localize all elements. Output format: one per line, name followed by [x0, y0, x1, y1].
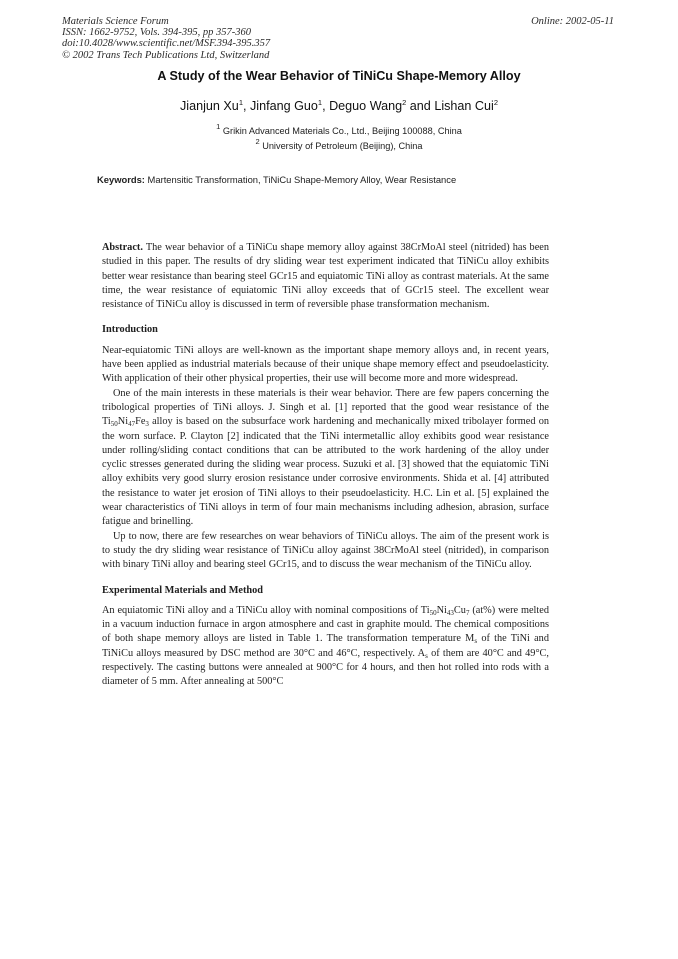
copyright-line: © 2002 Trans Tech Publications Ltd, Switzerland: [62, 49, 270, 61]
abstract: [102, 241, 549, 312]
intro-paragraph-1: Near-equiatomic TiNi alloys are well-known as the important shape memory alloys and, in recent years, have been applied as industrial materials because of their unique shape memory effect and pseudoelasticity. With application of their other physical properties, their use will become more and more widespread.: [102, 344, 549, 385]
author-name: Lishan Cui: [434, 99, 494, 113]
keywords-label: Keywords:: [97, 174, 145, 185]
keywords: [97, 174, 537, 185]
affiliation-1: $^1$ Grikin Advanced Materials Co., Ltd., Beijing 100088, China: [216, 122, 462, 136]
issn-line: ISSN: 1662-9752, Vols. 394-395, pp 357-360: [62, 27, 251, 39]
section-heading-introduction: Introduction: [102, 324, 158, 336]
intro-paragraph-2: One of the main interests in these materials is their wear behavior. There are few papers concerning the tribological properties of TiNi alloys. J. Singh et al. [1] reported that the good wear resistance of the $Ti_{50}Ni_{47}Fe_3$ alloy is based on the subsurface work hardening and mechanically mixed tribolayer formed on the worn surface. P. Clayton [2] indicated that the TiNi intermetallic alloy exhibits good wear resistance under rolling/sliding contact conditions that can be attributed to the work hardening of the alloy under cyclic stresses generated during the sliding wear process. Suzuki et al. [3] showed that the equiatomic TiNi alloy exhibits very good slurry erosion resistance under corrosive environments. Shida et al. [4] attributed the resistance to water jet erosion of TiNi alloys to their pseudoelasticity. H.C. Lin et al. [5] explained the wear characteristics of TiNi alloys in term of four main mechanisms including adhesion, abrasion, surface fatigue and brinelling.: [102, 387, 549, 528]
abstract-text: The wear behavior of a TiNiCu shape memory alloy against 38CrMoAl steel (nitrided) has been studied in this paper. The results of dry sliding wear test experiment indicated that TiNiCu alloy exhibits better wear resistance than bearing steel GCr15 and equiatomic TiNi alloy as contrast materials. At the same time, the wear resistance of equiatomic TiNi alloy exceeds that of GCr15 steel. The excellent wear resistance of TiNiCu alloy is discussed in term of reversible phase transformation mechanism.: [102, 242, 549, 311]
journal-name: Materials Science Forum: [62, 16, 169, 27]
affiliation-2: $^2$ University of Petroleum (Beijing), China: [255, 137, 423, 151]
paper-body: [102, 241, 549, 690]
author-affil-mark: 2: [493, 98, 498, 107]
online-date: Online: 2002-05-11: [531, 16, 614, 27]
author-affil-mark: 1: [238, 98, 243, 107]
author-name: Deguo Wang: [329, 99, 403, 113]
author-affil-mark: 2: [402, 98, 407, 107]
author-list: Jianjun Xu$^1$, Jinfang Guo$^1$, Deguo Wang$^2$ and Lishan Cui$^2$: [180, 98, 498, 113]
author-name: Jianjun Xu: [180, 99, 239, 113]
keywords-text: Martensitic Transformation, TiNiCu Shape-Memory Alloy, Wear Resistance: [147, 174, 457, 185]
experimental-paragraph-1: An equiatomic TiNi alloy and a TiNiCu alloy with nominal compositions of $Ti_{50}Ni_{43}Cu_7$ (at%) were melted in a vacuum induction furnace in argon atmosphere and cast in graphite mould. The chemical compositions of both shape memory alloys are listed in Table 1. The transformation temperature $M_s$ of the TiNi and TiNiCu alloys measured by DSC method are 30°C and 46°C, respectively. $A_s$ of them are 40°C and 49°C, respectively. The casting buttons were annealed at 900°C for 4 hours, and then hot rolled into rods with a diameter of 5 mm. After annealing at 500°C: [102, 604, 550, 688]
author-name: Jinfang Guo: [249, 99, 318, 113]
section-heading-experimental: Experimental Materials and Method: [102, 584, 264, 596]
author-affil-mark: 1: [317, 98, 323, 107]
publication-info: [62, 16, 270, 61]
abstract-label: Abstract.: [102, 242, 143, 253]
intro-paragraph-3: Up to now, there are few researches on wear behaviors of TiNiCu alloys. The aim of the present work is to study the dry sliding wear resistance of TiNiCu alloy against 38CrMoAl steel (nitrided), in comparison with binary TiNi alloy and bearing steel GCr15, and to discuss the wear mechanism of the TiNiCu alloy.: [102, 530, 549, 571]
doi-line[interactable]: doi:10.4028/www.scientific.net/MSF.394-395.357: [62, 38, 271, 50]
paper-title: A Study of the Wear Behavior of TiNiCu Shape-Memory Alloy: [157, 69, 521, 83]
